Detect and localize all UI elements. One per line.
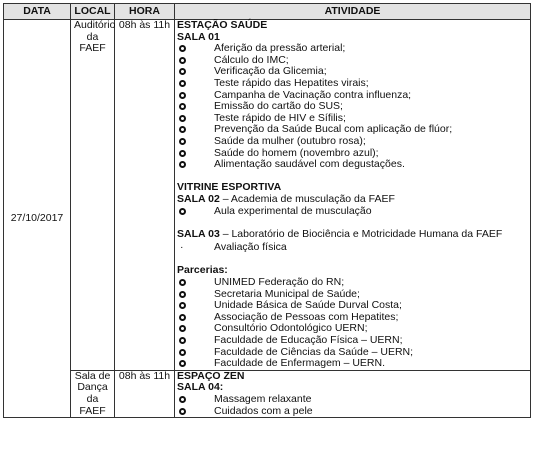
list-item: Saúde do homem (novembro azul); xyxy=(177,148,527,160)
bullet-icon xyxy=(179,396,186,403)
list-item: Faculdade de Educação Física – UERN; xyxy=(177,335,527,347)
hora-cell: 08h às 11h xyxy=(115,370,175,417)
activity-title: ESPAÇO ZEN xyxy=(177,369,245,382)
bullet-icon xyxy=(179,68,186,75)
list-item: Cálculo do IMC; xyxy=(177,55,527,67)
bullet-icon xyxy=(179,161,186,168)
activity-cell xyxy=(175,20,531,371)
sala03-list xyxy=(177,242,527,254)
bullet-icon xyxy=(179,302,186,309)
list-item: Prevenção da Saúde Bucal com aplicação de flúor; xyxy=(177,124,527,136)
bullet-icon xyxy=(179,57,186,64)
schedule-table xyxy=(3,3,531,418)
list-item: Aferição da pressão arterial; xyxy=(177,43,527,55)
bullet-icon xyxy=(179,337,186,344)
sala02-heading: SALA 02 – Academia de musculação da FAEF xyxy=(177,192,395,205)
list-item: Consultório Odontológico UERN; xyxy=(177,323,527,335)
bullet-icon xyxy=(179,208,186,215)
list-item: Faculdade de Ciências da Saúde – UERN; xyxy=(177,347,527,359)
sala04-list xyxy=(177,394,527,417)
bullet-icon xyxy=(179,325,186,332)
bullet-icon xyxy=(179,150,186,157)
vitrine-heading: VITRINE ESPORTIVA xyxy=(177,181,282,194)
list-item: Secretaria Municipal de Saúde; xyxy=(177,289,527,301)
list-item: Alimentação saudável com degustações. xyxy=(177,159,527,171)
bullet-icon xyxy=(179,80,186,87)
sala01-list xyxy=(177,43,527,171)
header-data: DATA xyxy=(4,4,71,20)
hora-cell: 08h às 11h xyxy=(115,20,175,371)
list-item: Aula experimental de musculação xyxy=(177,206,527,218)
bullet-icon xyxy=(179,349,186,356)
list-item: · Avaliação física xyxy=(180,241,287,254)
table-row xyxy=(4,20,531,371)
sala01-heading: SALA 01 xyxy=(177,30,220,43)
sala03-heading: SALA 03 – Laboratório de Biociência e Motricidade Humana da FAEF xyxy=(177,227,503,240)
bullet-icon xyxy=(179,126,186,133)
list-item: Faculdade de Enfermagem – UERN. xyxy=(177,358,527,370)
parcerias-list xyxy=(177,277,527,370)
bullet-icon xyxy=(179,408,186,415)
list-item: Saúde da mulher (outubro rosa); xyxy=(177,136,527,148)
list-item: Verificação da Glicemia; xyxy=(177,66,527,78)
activity-title: ESTAÇÃO SAÚDE xyxy=(177,19,268,31)
local-cell: Sala de Dança da FAEF xyxy=(71,370,115,417)
list-item: Teste rápido de HIV e Sífilis; xyxy=(177,113,527,125)
bullet-icon xyxy=(179,115,186,122)
parcerias-heading: Parcerias: xyxy=(177,264,228,277)
list-item: Campanha de Vacinação contra influenza; xyxy=(177,90,527,102)
sala02-list xyxy=(177,206,527,218)
list-item: Emissão do cartão do SUS; xyxy=(177,101,527,113)
bullet-icon xyxy=(179,279,186,286)
list-item: Teste rápido das Hepatites virais; xyxy=(177,78,527,90)
activity-cell xyxy=(175,370,531,417)
bullet-icon xyxy=(179,45,186,52)
bullet-icon xyxy=(179,138,186,145)
bullet-icon xyxy=(179,291,186,298)
bullet-icon xyxy=(179,103,186,110)
dot-icon: · xyxy=(180,241,184,254)
header-hora: HORA xyxy=(115,4,175,20)
header-local: LOCAL xyxy=(71,4,115,20)
local-cell: Auditório da FAEF xyxy=(71,20,115,371)
bullet-icon xyxy=(179,360,186,367)
list-item: Massagem relaxante xyxy=(177,394,527,406)
list-item: Unidade Básica de Saúde Durval Costa; xyxy=(177,300,527,312)
header-atividade: ATIVIDADE xyxy=(175,4,531,20)
sala04-heading: SALA 04: xyxy=(177,381,224,394)
list-item: UNIMED Federação do RN; xyxy=(177,277,527,289)
table-row xyxy=(4,370,531,417)
bullet-icon xyxy=(179,314,186,321)
date-cell: 27/10/2017 xyxy=(4,20,71,418)
header-row xyxy=(4,4,531,20)
list-item: Associação de Pessoas com Hepatites; xyxy=(177,312,527,324)
list-item: Cuidados com a pele xyxy=(177,406,527,418)
bullet-icon xyxy=(179,92,186,99)
